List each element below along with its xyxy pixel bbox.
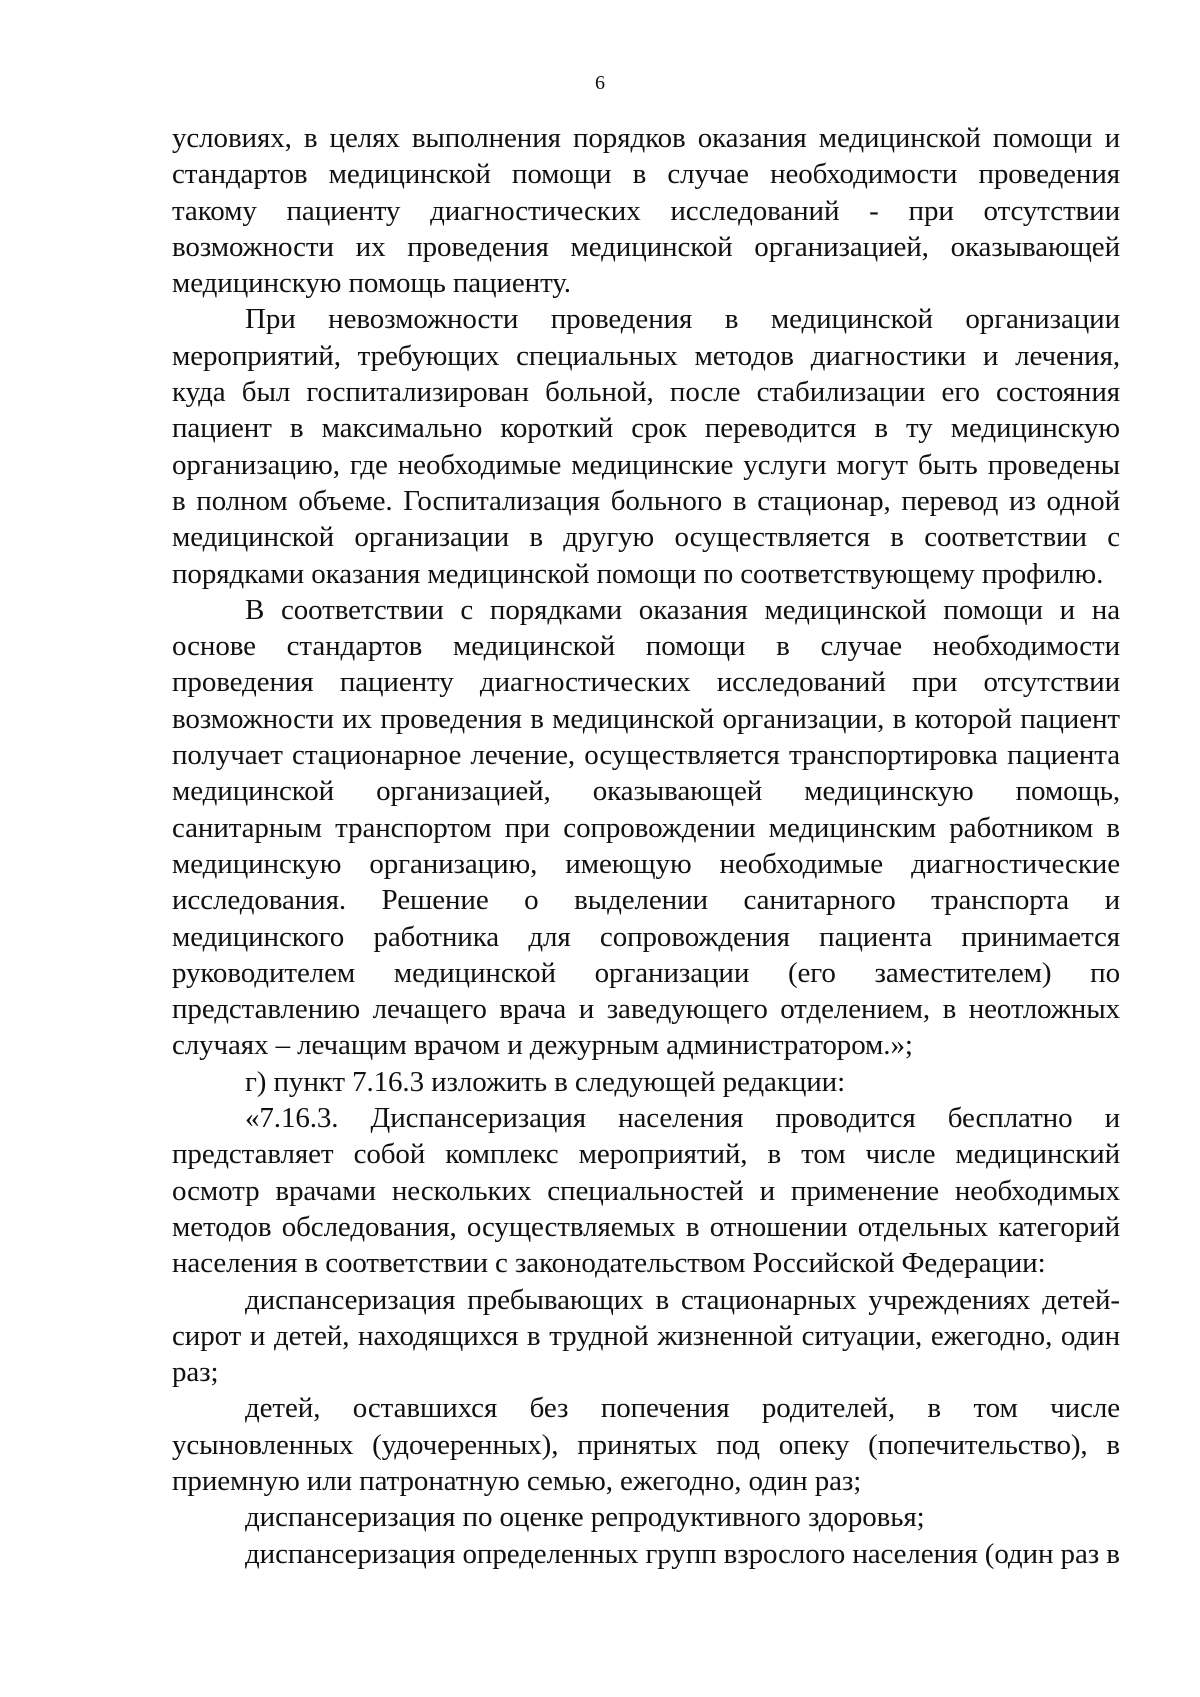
list-item-orphans: диспансеризация пребывающих в стационарных учреждениях детей-сирот и детей, находящихся в трудной жизненной ситуации, ежегодно, один раз; bbox=[172, 1283, 1120, 1389]
paragraph-transportation: В соответствии с порядками оказания медицинской помощи и на основе стандартов медицинской помощи в случае необходимости проведения пациенту диагностических исследований при отсутствии возможности их проведения в медицинской организации, в которой пациент получает стационарное лечение, осуществляется транспортировка пациента медицинской организацией, оказывающей медицинскую помощь, санитарным транспортом при сопровождении медицинским работником в медицинскую организацию, имеющую необходимые диагностические исследования. Решение о выделении санитарного транспорта и медицинского работника для сопровождения пациента принимается руководителем медицинской организации (его заместителем) по представлению лечащего врача и заведующего отделением, в неотложных случаях – лечащим врачом и дежурным администратором.»; bbox=[172, 593, 1120, 1062]
document-body bbox=[172, 120, 1120, 1572]
paragraph-continuation: условиях, в целях выполнения порядков оказания медицинской помощи и стандартов медицинской помощи в случае необходимости проведения такому пациенту диагностических исследований - при отсутствии возможности их проведения медицинской организацией, оказывающей медицинскую помощь пациенту. bbox=[172, 122, 1120, 300]
page-number: 6 bbox=[595, 72, 605, 94]
list-item-reproductive-health: диспансеризация по оценке репродуктивного здоровья; bbox=[245, 1501, 925, 1534]
paragraph-clause-7-16-3: «7.16.3. Диспансеризация населения проводится бесплатно и представляет собой комплекс мероприятий, в том числе медицинский осмотр врачами нескольких специальностей и применение необходимых методов обследования, осуществляемых в отношении отдельных категорий населения в соответствии с законодательством Российской Федерации: bbox=[172, 1102, 1120, 1280]
paragraph-transfer-hospitalization: При невозможности проведения в медицинской организации мероприятий, требующих специальных методов диагностики и лечения, куда был госпитализирован больной, после стабилизации его состояния пациент в максимально короткий срок переводится в ту медицинскую организацию, где необходимые медицинские услуги могут быть проведены в полном объеме. Госпитализация больного в стационар, перевод из одной медицинской организации в другую осуществляется в соответствии с порядками оказания медицинской помощи по соответствующему профилю. bbox=[172, 303, 1120, 590]
list-item-adult-population: диспансеризация определенных групп взрослого населения (один раз в bbox=[245, 1537, 1120, 1570]
paragraph-amendment-intro: г) пункт 7.16.3 изложить в следующей редакции: bbox=[245, 1065, 846, 1098]
list-item-children-without-care: детей, оставшихся без попечения родителей, в том числе усыновленных (удочеренных), принятых под опеку (попечительство), в приемную или патронатную семью, ежегодно, один раз; bbox=[172, 1392, 1120, 1497]
